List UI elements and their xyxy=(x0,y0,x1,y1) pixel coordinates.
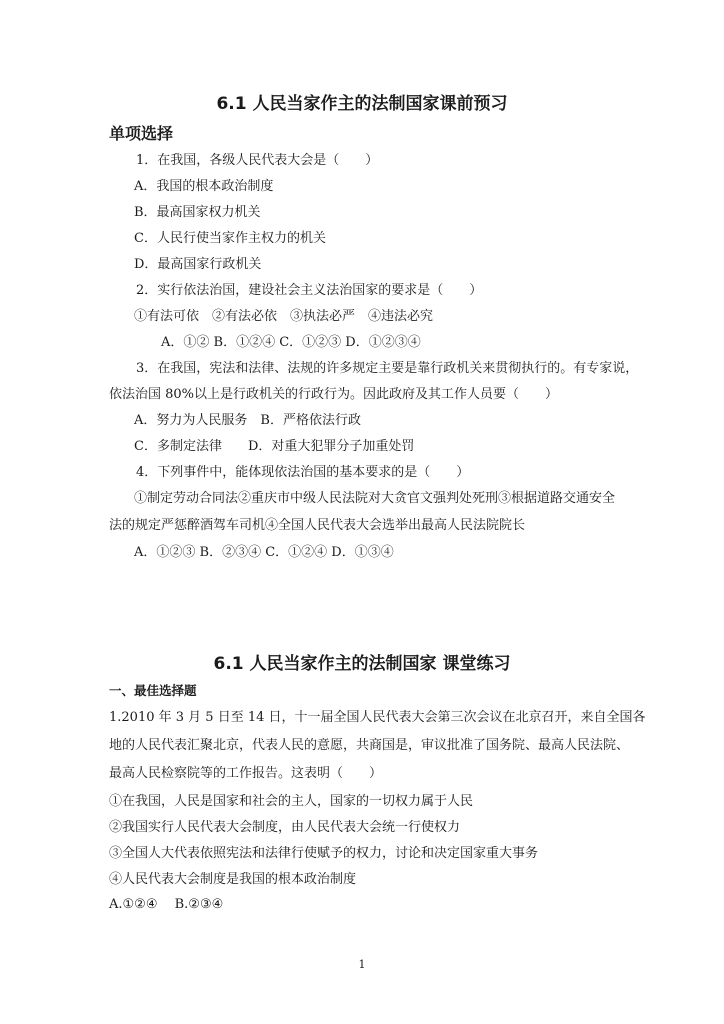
s2-q1-stem-line3: 最高人民检察院等的工作报告。这表明（ ） xyxy=(109,766,383,781)
q1-option-b: B．最高国家权力机关 xyxy=(134,205,261,220)
q3-options-ab: A．努力为人民服务 B．严格依法行政 xyxy=(134,413,361,428)
q1-option-d: D．最高国家行政机关 xyxy=(134,257,262,272)
q4-stem: 4．下列事件中，能体现依法治国的基本要求的是（ ） xyxy=(136,465,470,480)
section2-heading: 一、最佳选择题 xyxy=(109,683,197,698)
q4-options: A．①②③ B．②③④ C．①②④ D．①③④ xyxy=(134,545,394,560)
page-number: 1 xyxy=(358,958,366,971)
q1-option-a: A．我国的根本政治制度 xyxy=(134,179,274,194)
section1-heading: 单项选择 xyxy=(109,124,174,143)
q1-option-c: C．人民行使当家作主权力的机关 xyxy=(134,231,326,246)
q2-statements: ①有法可依 ②有法必依 ③执法必严 ④违法必究 xyxy=(134,309,434,324)
s2-q1-options: A.①②④ B.②③④ xyxy=(109,897,224,912)
s2-q1-stem-line1: 1.2010 年 3 月 5 日至 14 日，十一届全国人民代表大会第三次会议在北京召开，来自全国各 xyxy=(109,710,646,725)
q2-stem: 2．实行依法治国，建设社会主义法治国家的要求是（ ） xyxy=(136,283,483,298)
s2-q1-statement-3: ③全国人大代表依照宪法和法律行使赋予的权力，讨论和决定国家重大事务 xyxy=(109,846,539,861)
q3-stem-line1: 3．在我国，宪法和法律、法规的许多规定主要是靠行政机关来贯彻执行的。有专家说， xyxy=(136,361,639,376)
section1-title: 6.1 人民当家作主的法制国家课前预习 xyxy=(216,94,508,114)
q2-options: A．①② B．①②④ C．①②③ D．①②③④ xyxy=(161,335,421,350)
q1-stem: 1．在我国，各级人民代表大会是（ ） xyxy=(136,153,379,168)
s2-q1-statement-4: ④人民代表大会制度是我国的根本政治制度 xyxy=(109,872,357,887)
q3-options-cd: C．多制定法律 D．对重大犯罪分子加重处罚 xyxy=(134,439,415,454)
q4-statements-line2: 法的规定严惩醉酒驾车司机④全国人民代表大会选举出最高人民法院院长 xyxy=(109,518,526,533)
q3-stem-line2: 依法治国 80%以上是行政机关的行政行为。因此政府及其工作人员要（ ） xyxy=(109,387,559,402)
q4-statements-line1: ①制定劳动合同法②重庆市中级人民法院对大贪官文强判处死刑③根据道路交通安全 xyxy=(134,491,616,506)
s2-q1-stem-line2: 地的人民代表汇聚北京，代表人民的意愿，共商国是，审议批准了国务院、最高人民法院、 xyxy=(109,738,630,753)
s2-q1-statement-1: ①在我国，人民是国家和社会的主人，国家的一切权力属于人民 xyxy=(109,794,474,809)
section2-title: 6.1 人民当家作主的法制国家 课堂练习 xyxy=(213,654,511,674)
s2-q1-statement-2: ②我国实行人民代表大会制度，由人民代表大会统一行使权力 xyxy=(109,820,461,835)
